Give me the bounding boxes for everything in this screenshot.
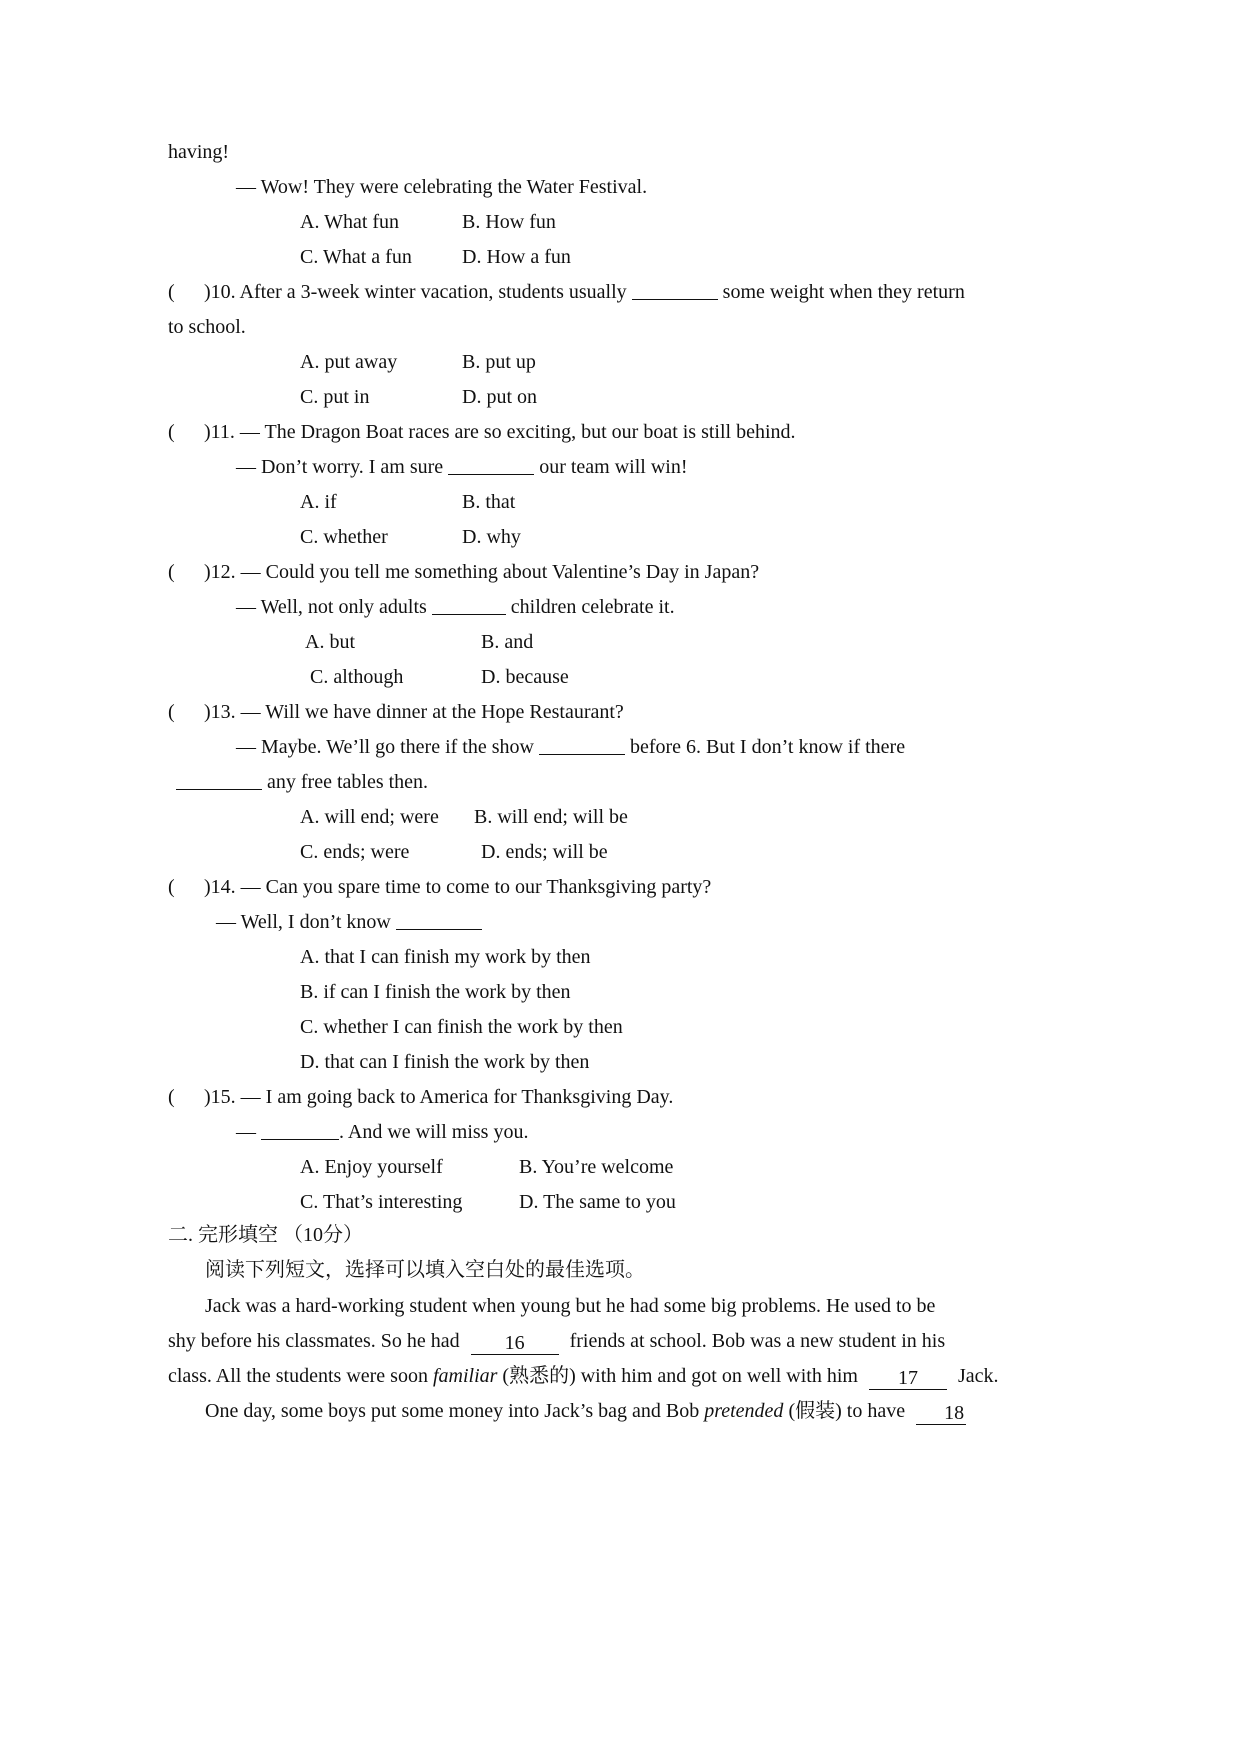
vocab-word: familiar [432,1365,498,1387]
option-b: B. will end; will be [474,806,628,828]
option-a: A. that I can finish my work by then [300,946,591,968]
answer-blank [261,1121,339,1140]
option-c: C. although [310,666,404,688]
option-c: C. What a fun [300,246,412,268]
reply-text-cont: . And we will miss you. [339,1121,529,1143]
vocab-gloss: (熟悉的) with him and got on well with him [502,1365,858,1387]
answer-blank [632,281,718,300]
answer-paren: ( [168,561,175,583]
reply-text: — Don’t worry. I am sure [236,456,444,478]
option-a: A. if [300,491,337,513]
option-b: B. that [462,491,516,513]
answer-blank [432,596,506,615]
vocab-gloss: (假装) to have [788,1400,906,1422]
passage-text: One day, some boys put some money into Jack’s bag and Bob [205,1400,700,1422]
option-a: A. What fun [300,211,400,233]
cloze-blank-17: 17 [869,1367,947,1390]
question-stem: )10. After a 3-week winter vacation, students usually [204,281,627,303]
question-stem: )13. — Will we have dinner at the Hope Restaurant? [204,701,624,723]
reply-text-cont: children celebrate it. [510,596,675,618]
reply-text: — Maybe. We’ll go there if the show [236,736,534,758]
option-d: D. because [481,666,569,688]
question-stem: )14. — Can you spare time to come to our Thanksgiving party? [204,876,712,898]
option-d: D. that can I finish the work by then [300,1051,590,1073]
option-d: D. put on [462,386,537,408]
reply-text-cont: before 6. But I don’t know if there [629,736,906,758]
cloze-blank-18: 18 [916,1402,966,1425]
question-stem: )12. — Could you tell me something about Valentine’s Day in Japan? [204,561,760,583]
text-line: — Wow! They were celebrating the Water Festival. [236,176,648,198]
option-b: B. put up [462,351,536,373]
answer-paren: ( [168,421,175,443]
option-d: D. How a fun [462,246,571,268]
question-reply [216,910,482,934]
question-reply [236,595,675,619]
answer-paren: ( [168,1086,175,1108]
question-reply-cont [176,770,428,794]
option-b: B. if can I finish the work by then [300,981,571,1003]
option-b: B. You’re welcome [519,1156,674,1178]
answer-blank [396,911,482,930]
option-d: D. ends; will be [481,841,608,863]
section-title: 二. 完形填空 （10分） [168,1224,363,1246]
passage-text-cont: friends at school. Bob was a new student in his [569,1330,946,1352]
option-b: B. and [481,631,534,653]
reply-dash: — [236,1121,256,1143]
answer-blank [539,736,625,755]
option-c: C. whether I can finish the work by then [300,1016,623,1038]
answer-paren: ( [168,281,175,303]
text-line: having! [168,141,230,163]
reply-text-cont: any free tables then. [267,771,429,793]
question-reply [236,1120,528,1144]
question-stem: )15. — I am going back to America for Thanksgiving Day. [204,1086,674,1108]
question-10 [204,280,965,304]
option-d: D. The same to you [519,1191,676,1213]
reply-text-cont: our team will win! [539,456,688,478]
passage-line [205,1399,966,1425]
answer-blank [448,456,534,475]
option-c: C. ends; were [300,841,410,863]
question-stem: )11. — The Dragon Boat races are so exciting, but our boat is still behind. [204,421,796,443]
option-d: D. why [462,526,521,548]
passage-line [168,1329,945,1355]
passage-text: class. All the students were soon [168,1365,428,1387]
section-instruction: 阅读下列短文，选择可以填入空白处的最佳选项。 [205,1259,645,1281]
reply-text: — Well, not only adults [236,596,427,618]
passage-text-cont: Jack. [957,1365,999,1387]
option-c: C. put in [300,386,370,408]
option-a: A. but [305,631,355,653]
vocab-word: pretended [704,1400,784,1422]
option-a: A. put away [300,351,398,373]
passage-text: shy before his classmates. So he had [168,1330,460,1352]
answer-blank [176,771,262,790]
option-a: A. Enjoy yourself [300,1156,443,1178]
question-stem-cont: some weight when they return [722,281,965,303]
answer-paren: ( [168,701,175,723]
passage-line: Jack was a hard-working student when young but he had some big problems. He used to be [205,1295,936,1317]
passage-line [168,1364,999,1390]
cloze-blank-16: 16 [471,1332,559,1355]
question-reply [236,735,905,759]
reply-text: — Well, I don’t know [216,911,391,933]
option-a: A. will end; were [300,806,439,828]
question-reply [236,455,688,479]
text-line: to school. [168,316,246,338]
option-b: B. How fun [462,211,556,233]
answer-paren: ( [168,876,175,898]
option-c: C. whether [300,526,388,548]
option-c: C. That’s interesting [300,1191,463,1213]
